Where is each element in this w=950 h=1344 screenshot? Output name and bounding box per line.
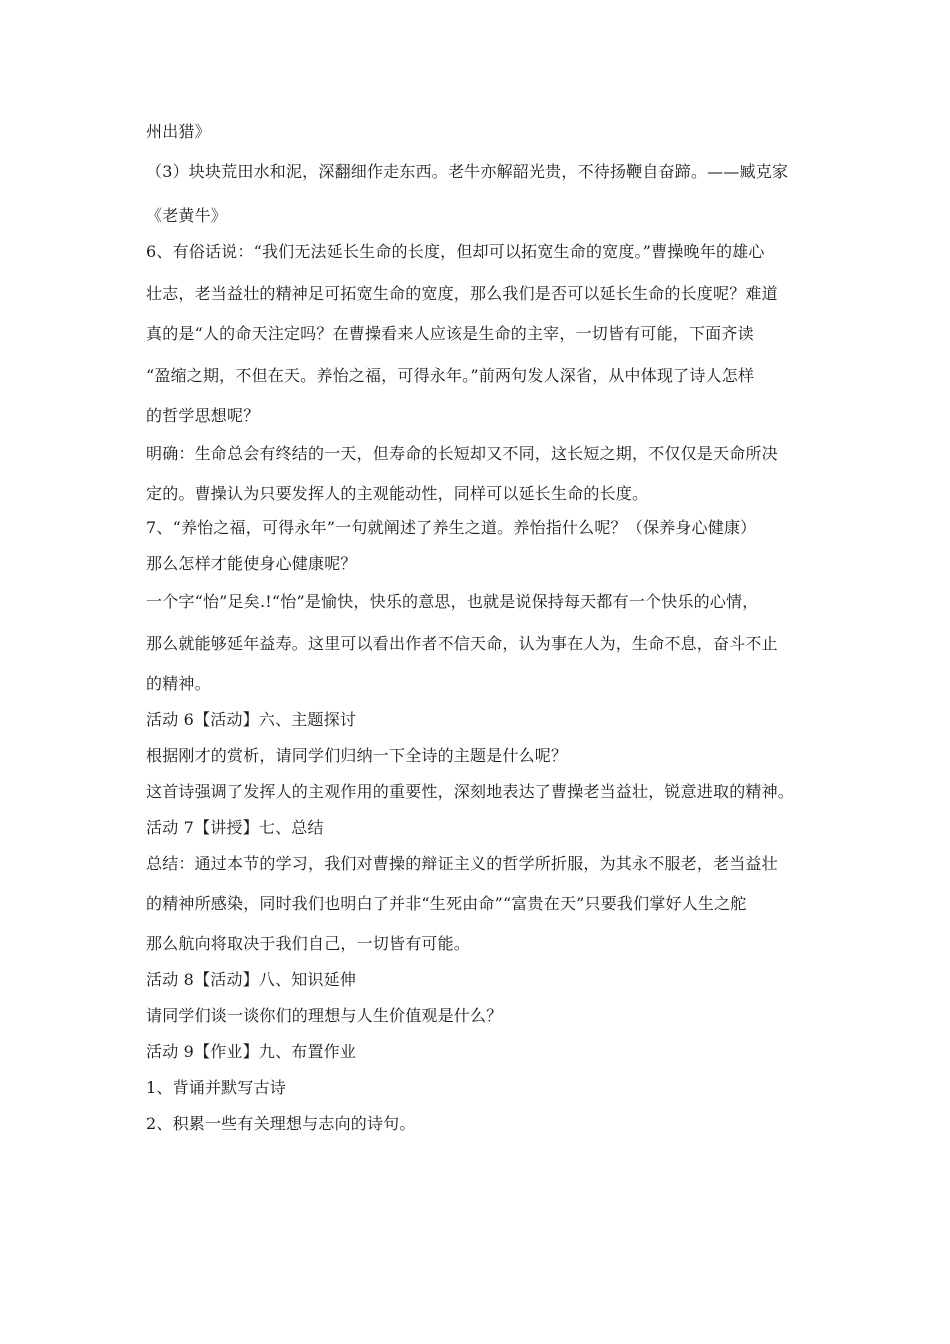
text-line: 明确：生命总会有终结的一天，但寿命的长短却又不同，这长短之期，不仅仅是天命所决 xyxy=(146,444,778,463)
text-line: 这首诗强调了发挥人的主观作用的重要性，深刻地表达了曹操老当益壮，锐意进取的精神。 xyxy=(146,782,795,801)
section-heading: 活动 7【讲授】七、总结 xyxy=(146,818,324,837)
text-line: 根据刚才的赏析，请同学们归纳一下全诗的主题是什么呢？ xyxy=(146,746,568,765)
section-heading: 活动 9【作业】九、布置作业 xyxy=(146,1042,357,1061)
text-line: 的哲学思想呢？ xyxy=(146,406,260,425)
list-item: 2、积累一些有关理想与志向的诗句。 xyxy=(146,1114,416,1133)
text-line: 那么怎样才能使身心健康呢？ xyxy=(146,554,357,573)
text-line: 定的。曹操认为只要发挥人的主观能动性，同样可以延长生命的长度。 xyxy=(146,484,649,503)
text-line: “盈缩之期，不但在天。养怡之福，可得永年。”前两句发人深省，从中体现了诗人怎样 xyxy=(146,366,755,385)
text-line: 州出猎》 xyxy=(146,122,211,141)
section-heading: 活动 8【活动】八、知识延伸 xyxy=(146,970,357,989)
section-heading: 活动 6【活动】六、主题探讨 xyxy=(146,710,357,729)
list-item: 1、背诵并默写古诗 xyxy=(146,1078,286,1097)
text-line: 那么航向将取决于我们自己，一切皆有可能。 xyxy=(146,934,471,953)
text-line: 7、“养怡之福，可得永年”一句就阐述了养生之道。养怡指什么呢？（保养身心健康） xyxy=(146,518,757,537)
text-line: （3）块块荒田水和泥，深翻细作走东西。老牛亦解韶光贵，不待扬鞭自奋蹄。——臧克家 xyxy=(146,162,789,181)
text-line: 真的是“人的命天注定吗？在曹操看来人应该是生命的主宰，一切皆有可能，下面齐读 xyxy=(146,324,754,343)
text-line: 6、有俗话说：“我们无法延长生命的长度，但却可以拓宽生命的宽度。”曹操晚年的雄心 xyxy=(146,242,765,261)
text-line: 请同学们谈一谈你们的理想与人生价值观是什么？ xyxy=(146,1006,503,1025)
text-line: 的精神所感染，同时我们也明白了并非“生死由命”“富贵在天”只要我们掌好人生之舵 xyxy=(146,894,747,913)
text-line: 《老黄牛》 xyxy=(146,206,228,225)
text-line: 的精神。 xyxy=(146,674,211,693)
text-line: 总结：通过本节的学习，我们对曹操的辩证主义的哲学所折服，为其永不服老，老当益壮 xyxy=(146,854,778,873)
text-line: 壮志，老当益壮的精神足可拓宽生命的宽度，那么我们是否可以延长生命的长度呢？难道 xyxy=(146,284,778,303)
text-line: 一个字“怡”足矣.!“怡”是愉快，快乐的意思，也就是说保持每天都有一个快乐的心情， xyxy=(146,592,759,611)
text-line: 那么就能够延年益寿。这里可以看出作者不信天命，认为事在人为，生命不息，奋斗不止 xyxy=(146,634,778,653)
